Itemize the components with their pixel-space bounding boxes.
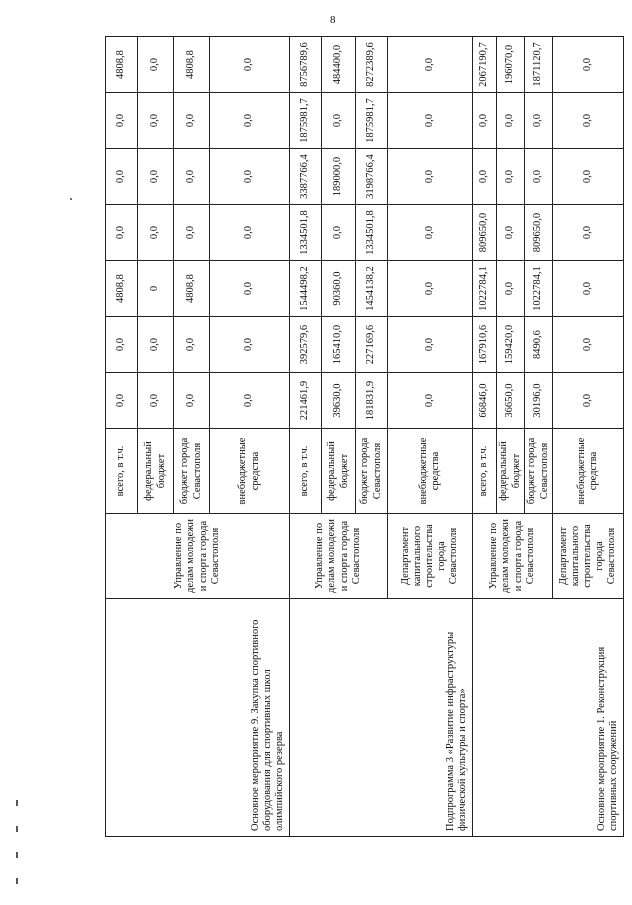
value-cell: 1544498,2 <box>290 261 322 317</box>
value-cell: 0,0 <box>138 149 174 205</box>
value-cell: 0,0 <box>497 261 525 317</box>
value-cell: 0,0 <box>210 205 290 261</box>
value-cell: 0,0 <box>388 317 473 373</box>
value-cell: 0,0 <box>138 373 174 429</box>
value-cell: 392579,6 <box>290 317 322 373</box>
value-cell: 1871120,7 <box>525 37 553 93</box>
funding-source: внебюджетные средства <box>210 429 290 514</box>
value-cell: 0,0 <box>138 317 174 373</box>
value-cell: 0,0 <box>525 93 553 149</box>
value-cell: 0,0 <box>106 93 138 149</box>
funding-source: всего, в т.ч. <box>106 429 138 514</box>
executor: Департамент капитального строительства города Севастополя <box>388 514 473 599</box>
activity-name: Основное мероприятие 9. Закупка спортивного оборудования для спортивных школ олимпийского резерва <box>106 599 290 837</box>
value-cell: 1875981,7 <box>290 93 322 149</box>
value-cell: 2067190,7 <box>473 37 497 93</box>
value-cell: 0,0 <box>138 93 174 149</box>
value-cell: 1334501,8 <box>356 205 388 261</box>
value-cell: 0,0 <box>553 149 624 205</box>
value-cell: 8756789,6 <box>290 37 322 93</box>
value-cell: 0,0 <box>553 373 624 429</box>
value-cell: 0,0 <box>388 261 473 317</box>
value-cell: 0,0 <box>473 149 497 205</box>
value-cell: 809650,0 <box>525 205 553 261</box>
value-cell: 0,0 <box>174 149 210 205</box>
value-cell: 189000,0 <box>322 149 356 205</box>
value-cell: 0,0 <box>210 373 290 429</box>
value-cell: 1022784,1 <box>525 261 553 317</box>
value-cell: 196070,0 <box>497 37 525 93</box>
value-cell: 0,0 <box>322 205 356 261</box>
value-cell: 4808,8 <box>174 37 210 93</box>
value-cell: 0,0 <box>106 205 138 261</box>
value-cell: 4808,8 <box>106 261 138 317</box>
value-cell: 0,0 <box>210 317 290 373</box>
value-cell: 484400,0 <box>322 37 356 93</box>
value-cell: 0,0 <box>388 93 473 149</box>
value-cell: 1334501,8 <box>290 205 322 261</box>
value-cell: 0,0 <box>553 205 624 261</box>
value-cell: 0,0 <box>388 373 473 429</box>
value-cell: 0,0 <box>553 261 624 317</box>
funding-source: внебюджетные средства <box>553 429 624 514</box>
table-row <box>290 37 322 837</box>
value-cell: 1022784,1 <box>473 261 497 317</box>
value-cell: 221461,9 <box>290 373 322 429</box>
value-cell: 0,0 <box>553 317 624 373</box>
value-cell: 1454138,2 <box>356 261 388 317</box>
value-cell: 0,0 <box>174 317 210 373</box>
executor: Управление по делам молодежи и спорта города Севастополя <box>473 514 553 599</box>
value-cell: 0,0 <box>174 373 210 429</box>
table-row <box>473 37 497 837</box>
value-cell: 0,0 <box>106 149 138 205</box>
value-cell: 0,0 <box>497 205 525 261</box>
funding-source: бюджет города Севастополя <box>356 429 388 514</box>
value-cell: 4808,8 <box>106 37 138 93</box>
value-cell: 0,0 <box>106 317 138 373</box>
scan-mark <box>16 852 18 858</box>
executor: Департамент капитального строительства города Севастополя <box>553 514 624 599</box>
value-cell: 0,0 <box>210 37 290 93</box>
funding-source: федеральный бюджет <box>322 429 356 514</box>
funding-source: бюджет города Севастополя <box>525 429 553 514</box>
scan-mark <box>16 800 18 806</box>
value-cell: 0,0 <box>138 205 174 261</box>
value-cell: 39630,0 <box>322 373 356 429</box>
value-cell: 181831,9 <box>356 373 388 429</box>
funding-source: бюджет города Севастополя <box>174 429 210 514</box>
value-cell: 0,0 <box>388 149 473 205</box>
financing-table <box>105 36 624 837</box>
subprogram-name: Подпрограмма 3 «Развитие инфраструктуры физической культуры и спорта» <box>290 599 473 837</box>
value-cell: 0,0 <box>497 149 525 205</box>
value-cell: 8490,6 <box>525 317 553 373</box>
scan-mark <box>16 826 18 832</box>
value-cell: 3198766,4 <box>356 149 388 205</box>
scan-speck <box>70 198 72 200</box>
executor: Управление по делам молодежи и спорта города Севастополя <box>290 514 388 599</box>
value-cell: 159420,0 <box>497 317 525 373</box>
value-cell: 0,0 <box>106 373 138 429</box>
value-cell: 165410,0 <box>322 317 356 373</box>
funding-source: всего, в т.ч. <box>473 429 497 514</box>
value-cell: 0,0 <box>497 93 525 149</box>
value-cell: 0,0 <box>210 149 290 205</box>
value-cell: 0,0 <box>388 37 473 93</box>
executor: Управление по делам молодежи и спорта города Севастополя <box>106 514 290 599</box>
value-cell: 0,0 <box>473 93 497 149</box>
table-row <box>106 37 138 837</box>
value-cell: 0 <box>138 261 174 317</box>
value-cell: 167910,6 <box>473 317 497 373</box>
value-cell: 0,0 <box>322 93 356 149</box>
value-cell: 0,0 <box>174 93 210 149</box>
value-cell: 3387766,4 <box>290 149 322 205</box>
value-cell: 809650,0 <box>473 205 497 261</box>
rotated-table-wrapper <box>105 37 619 837</box>
value-cell: 0,0 <box>553 37 624 93</box>
value-cell: 66846,0 <box>473 373 497 429</box>
value-cell: 1875981,7 <box>356 93 388 149</box>
activity-name: Основное мероприятие 1. Реконструкция спортивных сооружений <box>473 599 624 837</box>
value-cell: 0,0 <box>174 205 210 261</box>
funding-source: всего, в т.ч. <box>290 429 322 514</box>
value-cell: 0,0 <box>553 93 624 149</box>
funding-source: внебюджетные средства <box>388 429 473 514</box>
value-cell: 227169,6 <box>356 317 388 373</box>
value-cell: 0,0 <box>525 149 553 205</box>
page-number: 8 <box>330 14 336 26</box>
value-cell: 0,0 <box>210 261 290 317</box>
value-cell: 0,0 <box>138 37 174 93</box>
funding-source: федеральный бюджет <box>497 429 525 514</box>
scan-mark <box>16 878 18 884</box>
funding-source: федеральный бюджет <box>138 429 174 514</box>
value-cell: 0,0 <box>210 93 290 149</box>
value-cell: 8272389,6 <box>356 37 388 93</box>
value-cell: 30196,0 <box>525 373 553 429</box>
value-cell: 0,0 <box>388 205 473 261</box>
value-cell: 4808,8 <box>174 261 210 317</box>
value-cell: 36650,0 <box>497 373 525 429</box>
value-cell: 90360,0 <box>322 261 356 317</box>
